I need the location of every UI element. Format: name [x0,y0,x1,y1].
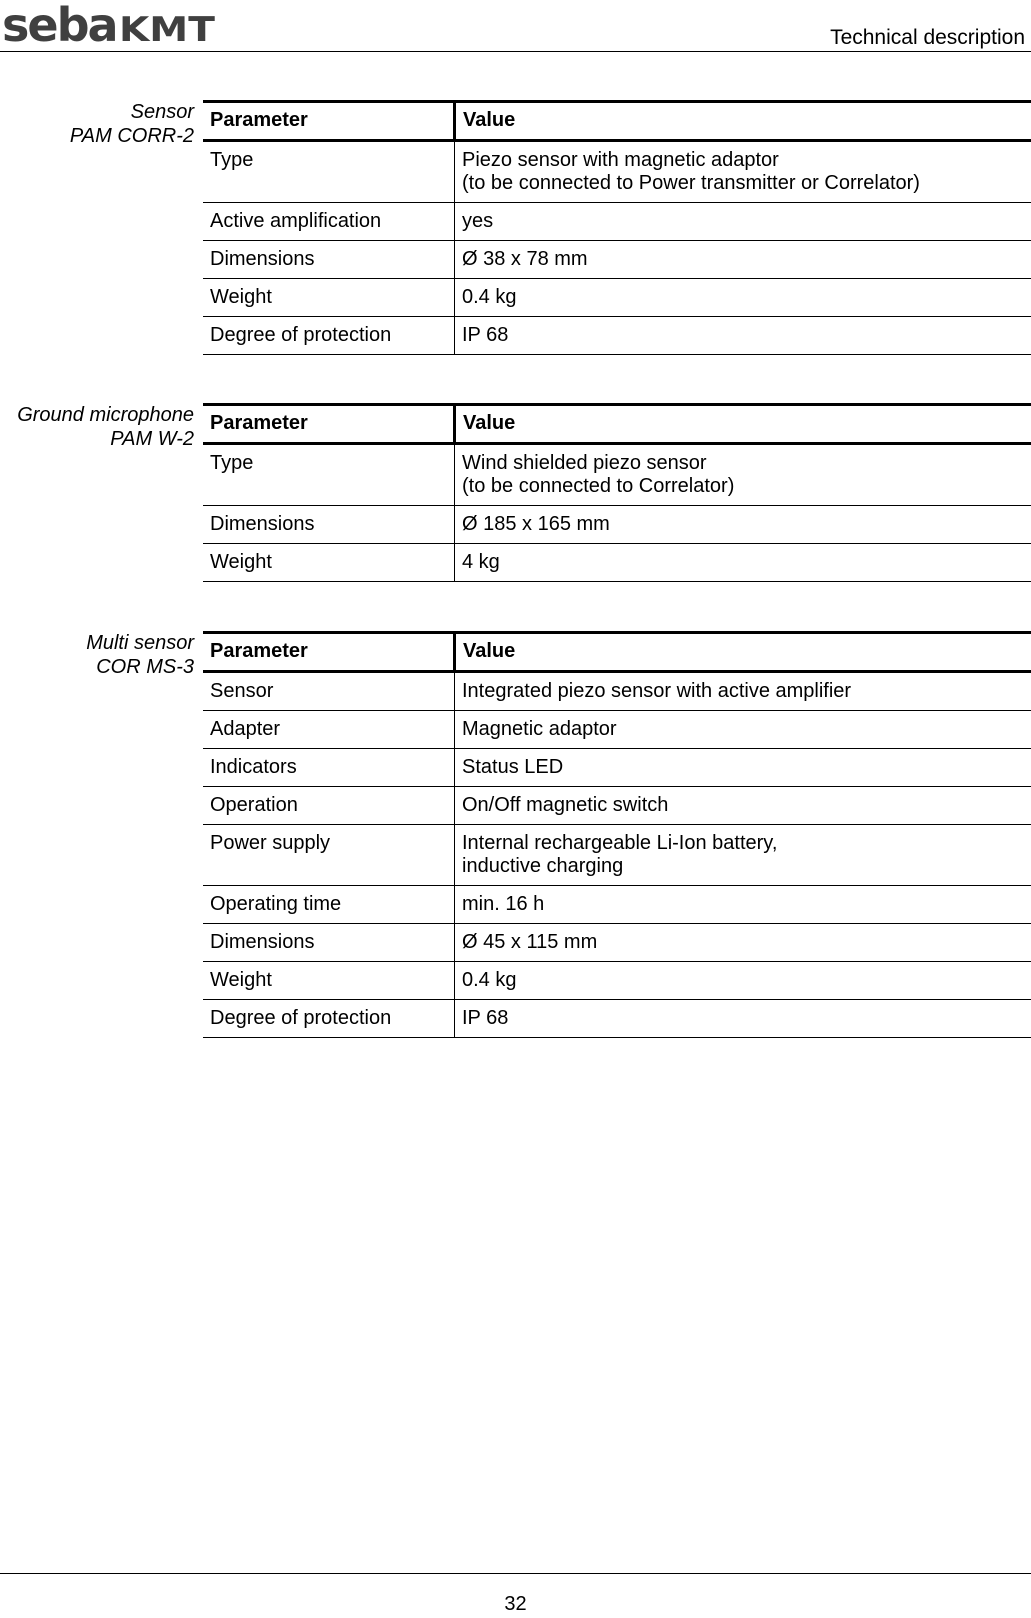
value-line: Wind shielded piezo sensor [462,452,707,474]
value-line: Internal rechargeable Li-Ion battery, [462,832,778,854]
value-cell [455,444,1031,506]
company-logo [2,0,215,55]
table-row [203,1000,1031,1038]
param-cell: Adapter [203,711,455,749]
section-label-line1: Multi sensor [86,632,194,654]
param-cell: Weight [203,279,455,317]
logo-text-seba: seba [2,0,117,52]
table-row [203,544,1031,582]
table-row [203,506,1031,544]
value-line: (to be connected to Power transmitter or Correlator) [462,172,920,194]
section-label-line2: PAM W-2 [110,428,194,450]
header-title: Technical description [830,26,1025,49]
value-cell: Ø 185 x 165 mm [455,506,1031,544]
param-cell: Degree of protection [203,1000,455,1038]
value-cell: 0.4 kg [455,962,1031,1000]
table-row [203,825,1031,886]
table-row [203,672,1031,711]
column-header-parameter: Parameter [203,405,455,444]
table-row [203,711,1031,749]
value-cell: On/Off magnetic switch [455,787,1031,825]
table-row [203,444,1031,506]
value-cell: yes [455,203,1031,241]
table-row [203,962,1031,1000]
table-header-row [203,633,1031,672]
value-cell: IP 68 [455,1000,1031,1038]
column-header-value: Value [455,633,1031,672]
spec-table [203,631,1031,1038]
value-cell: Status LED [455,749,1031,787]
param-cell: Degree of protection [203,317,455,355]
section-label-line1: Sensor [130,101,194,123]
param-cell: Weight [203,544,455,582]
value-cell: min. 16 h [455,886,1031,924]
section-label [86,631,194,679]
table-header-row [203,102,1031,141]
column-header-value: Value [455,102,1031,141]
param-cell: Type [203,141,455,203]
value-cell: Integrated piezo sensor with active amplifier [455,672,1031,711]
column-header-parameter: Parameter [203,633,455,672]
section-label [17,403,194,451]
footer-divider [0,1573,1031,1574]
table-row [203,279,1031,317]
value-line: Piezo sensor with magnetic adaptor [462,149,779,171]
table-row [203,241,1031,279]
table-row [203,317,1031,355]
page-number: 32 [504,1593,527,1615]
section-label-line2: COR MS-3 [96,656,194,678]
section-label [70,100,194,148]
value-cell: Magnetic adaptor [455,711,1031,749]
value-cell: Ø 45 x 115 mm [455,924,1031,962]
logo-text-kmt: KMT [118,10,215,50]
table-row [203,886,1031,924]
param-cell: Dimensions [203,924,455,962]
table-header-row [203,405,1031,444]
table-row [203,203,1031,241]
param-cell: Power supply [203,825,455,886]
spec-table [203,100,1031,355]
table-row [203,924,1031,962]
value-line: inductive charging [462,855,624,877]
value-line: (to be connected to Correlator) [462,475,735,497]
param-cell: Weight [203,962,455,1000]
param-cell: Active amplification [203,203,455,241]
value-cell: 0.4 kg [455,279,1031,317]
value-cell: IP 68 [455,317,1031,355]
spec-table [203,403,1031,582]
param-cell: Dimensions [203,241,455,279]
column-header-value: Value [455,405,1031,444]
table-row [203,141,1031,203]
section-label-line2: PAM CORR-2 [69,125,194,147]
value-cell [455,141,1031,203]
param-cell: Indicators [203,749,455,787]
section-label-line1: Ground microphone [17,404,194,426]
param-cell: Dimensions [203,506,455,544]
table-row [203,749,1031,787]
param-cell: Operating time [203,886,455,924]
param-cell: Operation [203,787,455,825]
table-row [203,787,1031,825]
param-cell: Sensor [203,672,455,711]
value-cell [455,825,1031,886]
header-divider [0,51,1031,52]
column-header-parameter: Parameter [203,102,455,141]
param-cell: Type [203,444,455,506]
value-cell: 4 kg [455,544,1031,582]
value-cell: Ø 38 x 78 mm [455,241,1031,279]
